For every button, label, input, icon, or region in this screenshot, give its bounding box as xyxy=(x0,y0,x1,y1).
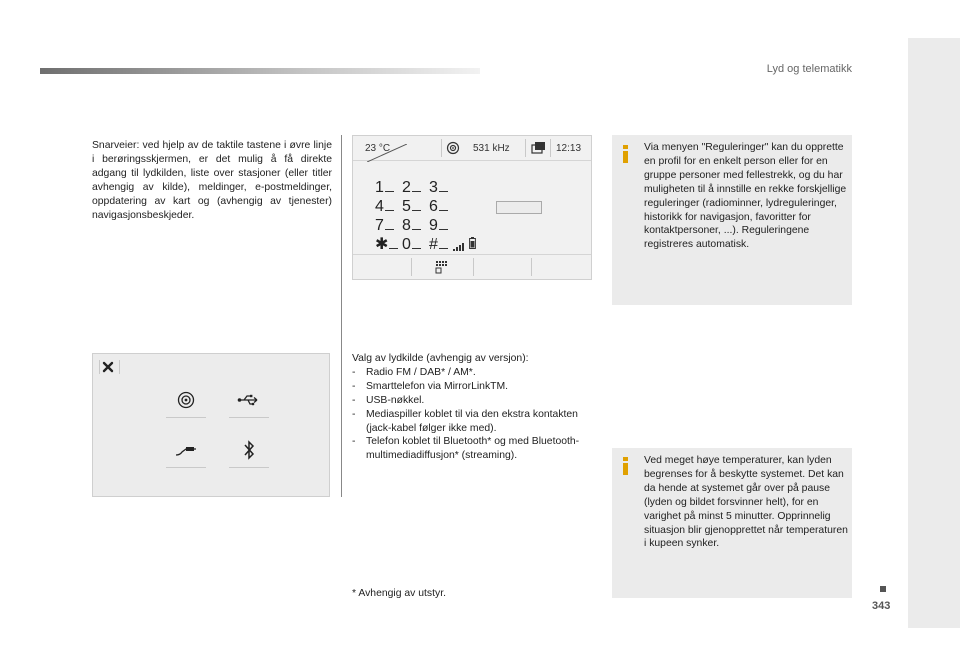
info-box-profiles xyxy=(612,135,852,305)
keypad-row xyxy=(375,197,456,216)
key-9[interactable]: 9 xyxy=(429,216,456,235)
keypad-row xyxy=(375,216,456,235)
callout-line xyxy=(367,144,407,162)
panel-divider xyxy=(99,360,100,374)
bluetooth-icon xyxy=(243,440,255,460)
shortcut-description: Snarveier: ved hjelp av de taktile tastene i øvre linje i berøringsskjermen, er det mulig å få direkte adgang til lydkilden, liste over stasjoner (eller titler avhengig av kilde), meldinger, e-postmeldinger, oppdatering av kart og (avhengig av tjenester) navigasjonsbeskjeder. xyxy=(92,140,332,221)
source-item: - Radio FM / DAB* / AM*. xyxy=(352,366,476,378)
clock-readout: 12:13 xyxy=(556,143,582,154)
radio-source-button[interactable] xyxy=(166,387,206,418)
bottom-divider xyxy=(531,258,532,276)
key-0[interactable]: 0 xyxy=(402,235,429,254)
column-divider xyxy=(341,135,342,497)
radio-icon[interactable] xyxy=(446,141,460,158)
source-item: - Telefon koblet til Bluetooth* og med Bluetooth-multimediadiffusjon* (streaming). xyxy=(352,436,580,462)
display-field xyxy=(496,201,542,214)
media-icon[interactable] xyxy=(531,141,547,158)
frequency-readout: 531 kHz xyxy=(473,143,510,154)
jack-icon xyxy=(174,443,198,457)
info-icon xyxy=(623,457,628,475)
key-1[interactable]: 1 xyxy=(375,178,402,197)
source-item: - Smarttelefon via MirrorLinkTM. xyxy=(352,380,509,392)
status-divider xyxy=(441,139,442,157)
touchscreen-illustration xyxy=(352,135,592,280)
keypad-row xyxy=(375,235,456,254)
source-item: - USB-nøkkel. xyxy=(352,394,425,406)
source-panel-illustration xyxy=(92,353,330,497)
radio-icon xyxy=(177,391,195,409)
status-divider xyxy=(550,139,551,157)
key-hash[interactable]: # xyxy=(429,235,456,254)
key-5[interactable]: 5 xyxy=(402,197,429,216)
key-8[interactable]: 8 xyxy=(402,216,429,235)
source-list xyxy=(352,352,597,463)
bottom-divider xyxy=(473,258,474,276)
source-item: - Mediaspiller koblet til via den ekstra kontakten (jack-kabel følger ikke med). xyxy=(352,408,578,434)
page-marker xyxy=(880,586,886,592)
key-2[interactable]: 2 xyxy=(402,178,429,197)
info-icon xyxy=(623,145,628,163)
header-gradient-bar xyxy=(40,68,480,74)
usb-icon xyxy=(237,393,261,407)
page-number: 343 xyxy=(872,600,891,612)
phone-keypad xyxy=(375,178,456,254)
panel-divider xyxy=(119,360,120,374)
footnote: * Avhengig av utstyr. xyxy=(352,588,446,599)
info-box-temperature xyxy=(612,448,852,598)
usb-source-button[interactable] xyxy=(229,387,269,418)
keypad-row xyxy=(375,178,456,197)
key-6[interactable]: 6 xyxy=(429,197,456,216)
temperature-readout: 23 °C xyxy=(365,143,391,154)
aux-source-button[interactable] xyxy=(166,437,206,468)
bottom-divider xyxy=(411,258,412,276)
page-edge-strip xyxy=(908,38,960,628)
grid-icon[interactable] xyxy=(435,260,449,279)
battery-icon xyxy=(469,236,476,254)
status-divider xyxy=(525,139,526,157)
info-text: Ved meget høye temperaturer, kan lyden begrenses for å beskytte systemet. Det kan da hende at systemet går over på pause (lyden og bildet forsvinner helt), for en varighet på minst 5 minutter. Opprinnelig situasjon blir gjenopprettet når temperaturen i kupeen synker. xyxy=(644,455,848,550)
section-title: Lyd og telematikk xyxy=(766,63,852,75)
bluetooth-source-button[interactable] xyxy=(229,437,269,468)
key-3[interactable]: 3 xyxy=(429,178,456,197)
info-text: Via menyen "Reguleringer" kan du opprette en profil for en enkelt person eller for en gruppe personer med fellestrekk, og du har muligheten til å innstille en rekke forskjellige reguleringer (radiominner, lydreguleringer, historikk for navigasjon, favoritter for kontaktpersoner, ...). Reguleringene registreres automatisk. xyxy=(644,142,847,251)
key-star[interactable]: ✱ xyxy=(375,235,402,254)
screen-bottom-bar xyxy=(353,254,591,280)
key-7[interactable]: 7 xyxy=(375,216,402,235)
source-intro: Valg av lydkilde (avhengig av versjon): xyxy=(352,353,529,364)
close-icon[interactable] xyxy=(102,360,114,378)
key-4[interactable]: 4 xyxy=(375,197,402,216)
